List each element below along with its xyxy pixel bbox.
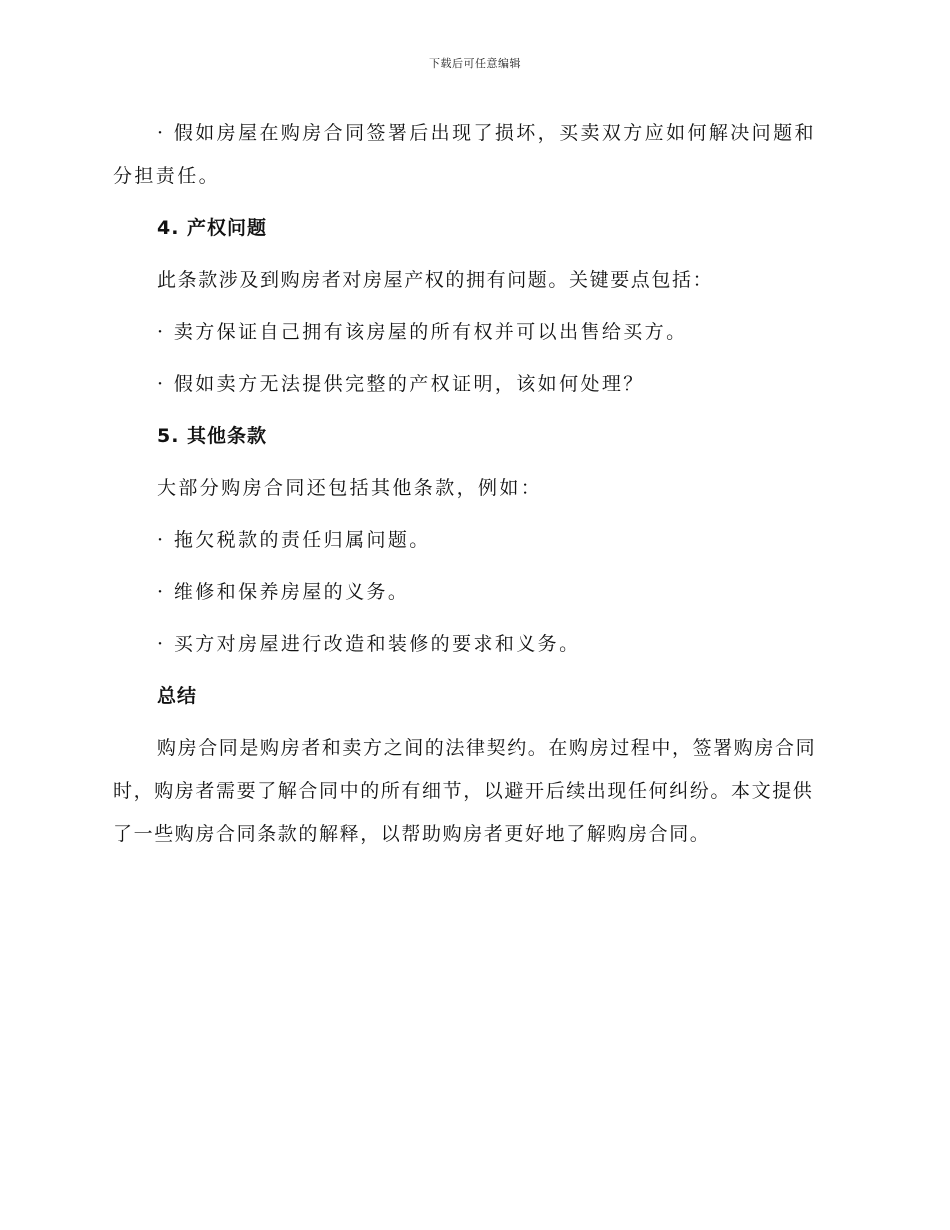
page-header: 下载后可任意编辑	[429, 57, 521, 70]
paragraph-other-clauses-intro: 大部分购房合同还包括其他条款，例如：	[157, 477, 543, 499]
list-item-renovation: · 买方对房屋进行改造和装修的要求和义务。	[157, 633, 581, 655]
list-item-missing-title-proof: · 假如卖方无法提供完整的产权证明，该如何处理？	[157, 373, 645, 395]
section-heading-property-rights: 4. 产权问题	[157, 217, 268, 239]
list-item-seller-ownership: · 卖方保证自己拥有该房屋的所有权并可以出售给买方。	[157, 321, 688, 343]
paragraph-summary: 购房合同是购房者和卖方之间的法律契约。在购房过程中，签署购房合同时，购房者需要了解合同中的所有细节，以避开后续出现任何纠纷。本文提供了一些购房合同条款的解释，以帮助购房者更好地了解购房合同。	[113, 737, 817, 845]
list-item-tax-arrears: · 拖欠税款的责任归属问题。	[157, 529, 431, 551]
document-body	[113, 112, 833, 865]
section-heading-summary: 总结	[157, 685, 198, 707]
section-heading-other-clauses: 5. 其他条款	[157, 425, 268, 447]
paragraph-damage-liability: · 假如房屋在购房合同签署后出现了损坏，买卖双方应如何解决问题和分担责任。	[113, 122, 816, 187]
paragraph-property-rights-intro: 此条款涉及到购房者对房屋产权的拥有问题。关键要点包括：	[157, 269, 714, 291]
list-item-maintenance: · 维修和保养房屋的义务。	[157, 581, 410, 603]
